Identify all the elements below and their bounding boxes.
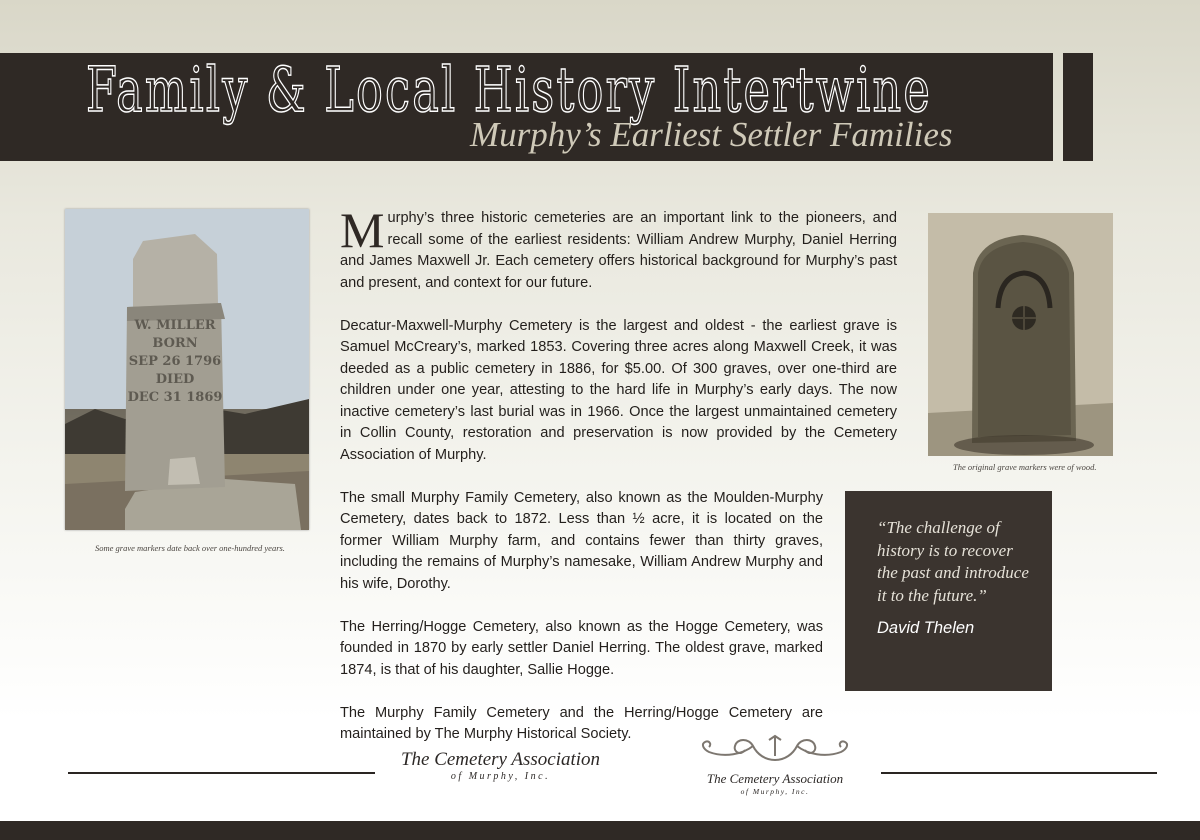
article-paragraph-3: The small Murphy Family Cemetery, also known as the Moulden-Murphy Cemetery, dates back to 1872. Less than ½ acre, it is located on the former William Murphy farm, and contains fewer than thirty graves, including the remains of Murphy’s namesake, William Andrew Murphy and his wife, Dorothy.	[340, 489, 823, 592]
article-paragraph-1-text: urphy’s three historic cemeteries are an important link to the pioneers, and recall some of the earliest residents: William Andrew Murphy, Daniel Herring and James Maxwell Jr. Each cemetery offers historical background for Murphy’s past and present, and context for our future.	[340, 210, 897, 291]
banner-accent-block	[1063, 53, 1093, 161]
inscription-line-5: DEC 31 1869	[127, 390, 223, 405]
wooden-grave-marker-photo	[928, 213, 1113, 456]
logo-subline: of Murphy, Inc.	[450, 771, 551, 782]
article-paragraph-5: The Murphy Family Cemetery and the Herring/Hogge Cemetery are maintained by The Murphy Historical Society.	[340, 704, 823, 742]
article-body	[340, 202, 897, 767]
inscription-line-2: BORN	[152, 336, 198, 351]
logo-name: The Cemetery Association	[400, 749, 601, 770]
inscription-line-4: DIED	[155, 372, 195, 387]
footer-rule-left	[68, 772, 375, 774]
bottom-bar	[0, 821, 1200, 840]
article-paragraph-4: The Herring/Hogge Cemetery, also known as the Hogge Cemetery, was founded in 1870 by early settler Daniel Herring. The oldest grave, marked 1874, is that of his daughter, Sallie Hogge.	[340, 618, 823, 678]
page-subtitle: Murphy’s Earliest Settler Families	[470, 115, 953, 154]
wooden-grave-marker-image	[928, 213, 1113, 456]
article-paragraph-1	[340, 202, 897, 294]
quote-box	[845, 491, 1052, 691]
scroll-ornament-icon	[695, 734, 855, 766]
stone-grave-marker-photo	[65, 209, 309, 530]
inscription-line-3: SEP 26 1796	[128, 354, 222, 369]
crest-logo-subline: of Murphy, Inc.	[740, 787, 810, 796]
footer-rule-right	[881, 772, 1157, 774]
left-photo-caption: Some grave markers date back over one-hundred years.	[95, 543, 285, 553]
quote-author: David Thelen	[877, 619, 975, 637]
drop-cap: M	[340, 202, 385, 258]
cemetery-association-logo	[388, 749, 613, 782]
crest-logo-name: The Cemetery Association	[706, 771, 844, 786]
cemetery-association-crest-logo	[695, 734, 855, 796]
quote-text: “The challenge of history is to recover the past and introduce it to the future.”	[877, 518, 1029, 605]
page-title: Family & Local History Intertwine	[86, 53, 933, 126]
right-photo-caption: The original grave markers were of wood.	[953, 462, 1097, 472]
article-paragraph-2: Decatur-Maxwell-Murphy Cemetery is the largest and oldest - the earliest grave is Samuel McCreary’s, marked 1853. Covering three acres along Maxwell Creek, it was deeded as a public cemetery in 1886, for $5.00. Of 300 graves, over one-third are children under one year, attesting to the hard life in Murphy’s early days. The now inactive cemetery’s last burial was in 1966. Once the largest unmaintained cemetery in Collin County, restoration and preservation is now provided by the Cemetery Association of Murphy.	[340, 317, 897, 463]
stone-grave-marker-image	[65, 209, 309, 530]
inscription-line-1: W. MILLER	[134, 318, 216, 333]
